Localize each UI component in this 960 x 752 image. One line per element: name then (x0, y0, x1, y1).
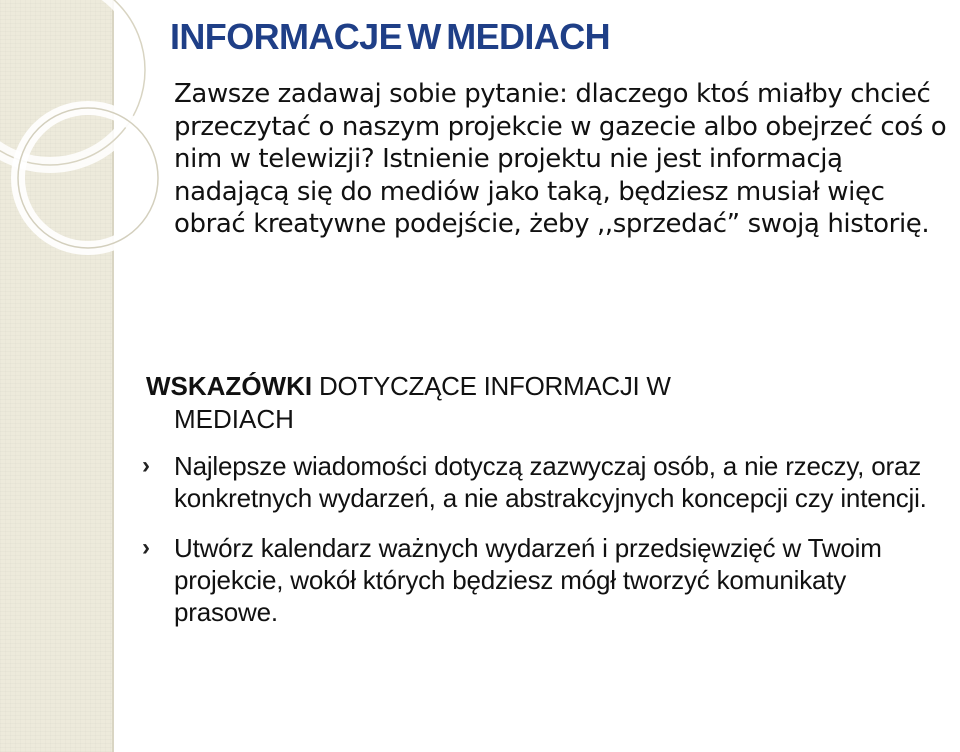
bullet-text: Najlepsze wiadomości dotyczą zazwyczaj osób, a nie rzeczy, oraz konkretnych wydarzeń, a nie abstrakcyjnych koncepcji czy intencji. (174, 451, 927, 513)
tips-heading-strong: WSKAZÓWKI (146, 371, 313, 401)
intro-paragraph: Zawsze zadawaj sobie pytanie: dlaczego ktoś miałby chcieć przeczytać o naszym projekcie w gazecie albo obejrzeć coś o nim w telewizji? Istnienie projektu nie jest informacją nadającą się do mediów jako taką, będziesz musiał więc obrać kreatywne podejście, żeby ,,sprzedać” swoją historię. (174, 79, 947, 239)
bullet-text: Utwórz kalendarz ważnych wydarzeń i przedsięwzięć w Twoim projekcie, wokół których będziesz mógł tworzyć komunikaty prasowe. (174, 533, 882, 627)
list-item (136, 532, 956, 628)
list-item (136, 450, 956, 514)
tips-heading (146, 370, 946, 435)
chevron-right-icon: › (142, 534, 150, 561)
slide-title: INFORMACJE W MEDIACH (170, 16, 610, 57)
tips-list (136, 450, 956, 646)
tips-heading-line2: MEDIACH (174, 403, 294, 434)
chevron-right-icon: › (142, 452, 150, 479)
tips-heading-rest: DOTYCZĄCE INFORMACJI W (312, 371, 671, 401)
